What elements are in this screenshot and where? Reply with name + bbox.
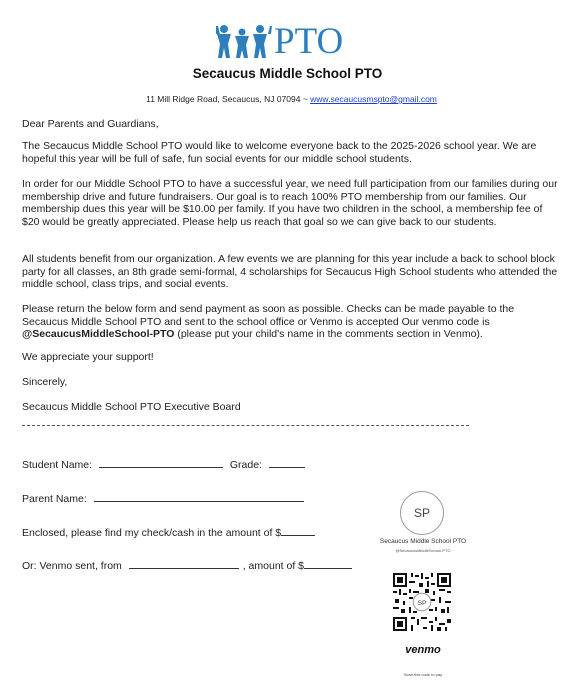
address-line	[4, 94, 575, 104]
venmo-avatar: SP	[400, 491, 444, 535]
paragraph-events: All students benefit from our organization. A few events we are planning for this year include a back to school block party for all classes, an 8th grade semi-formal, 4 scholarships for Secaucus High School students who attended the middle school, class trips, and social events.	[22, 253, 558, 291]
enclosed-row	[22, 526, 319, 539]
paragraph-welcome: The Secaucus Middle School PTO would like to welcome everyone back to the 2025-2026 school year. We are hopeful this year will be full of safe, fun social events for our middle school students.	[22, 140, 537, 165]
venmo-account-name: Secaucus Middle School PTO	[379, 538, 467, 545]
organization-title: Secaucus Middle School PTO	[192, 66, 383, 81]
appreciation-line: We appreciate your support!	[22, 351, 154, 363]
family-figures-icon	[216, 22, 272, 60]
venmo-logo: venmo	[405, 644, 441, 656]
venmo-sender-field[interactable]	[129, 559, 239, 569]
venmo-row	[22, 559, 356, 572]
student-row	[22, 458, 309, 471]
closing-line: Sincerely,	[22, 376, 68, 388]
payment-text-end: (please put your child's name in the comments section in Venmo).	[174, 328, 483, 341]
venmo-amount-label: , amount of $	[242, 560, 305, 572]
paragraph-payment	[22, 303, 558, 341]
venmo-qr-code-icon[interactable]	[393, 573, 451, 631]
venmo-account-handle: @SecaucusMiddleSchool-PTO	[395, 548, 451, 553]
street-address: 11 Mill Ridge Road, Secaucus, NJ 07094 ~	[146, 94, 311, 104]
parent-row	[22, 492, 308, 505]
student-name-label: Student Name:	[22, 459, 93, 471]
parent-name-field[interactable]	[94, 492, 304, 502]
venmo-amount-field[interactable]	[304, 559, 352, 569]
greeting: Dear Parents and Guardians,	[22, 118, 159, 130]
logo-text: PTO	[274, 21, 344, 62]
cut-here-divider	[22, 425, 469, 426]
payment-text-start: Please return the below form and send payment as soon as possible. Checks can be made payable to the Secaucus Middle School PTO and sent to the school office or Venmo is accepted Our venmo code is	[22, 303, 515, 328]
student-name-field[interactable]	[99, 458, 223, 468]
enclosed-amount-field[interactable]	[281, 526, 315, 536]
venmo-code: @SecaucusMiddleSchool-PTO	[22, 328, 175, 341]
qr-center-initials: SP	[417, 600, 427, 607]
pto-logo	[216, 20, 386, 60]
enclosed-label: Enclosed, please find my check/cash in the amount of $	[22, 527, 282, 539]
grade-label: Grade:	[229, 459, 262, 471]
email-link[interactable]: www.secaucusmspto@gmail.com	[310, 94, 437, 104]
venmo-sent-label: Or: Venmo sent, from	[22, 560, 122, 572]
signature-line: Secaucus Middle School PTO Executive Board	[22, 401, 241, 413]
parent-name-label: Parent Name:	[22, 493, 87, 505]
paragraph-membership: In order for our Middle School PTO to have a successful year, we need full participation from our families during our membership drive and future fundraisers. Our goal is to reach 100% PTO membership from our families. Our membership dues this year will be $10.00 per family. If you have two children in the school, a membership fee of $20 would be greatly appreciated. Please help us reach that goal so we can give back to our students.	[22, 178, 558, 228]
grade-field[interactable]	[269, 458, 305, 468]
scan-instruction: Scan this code to pay	[403, 672, 443, 677]
